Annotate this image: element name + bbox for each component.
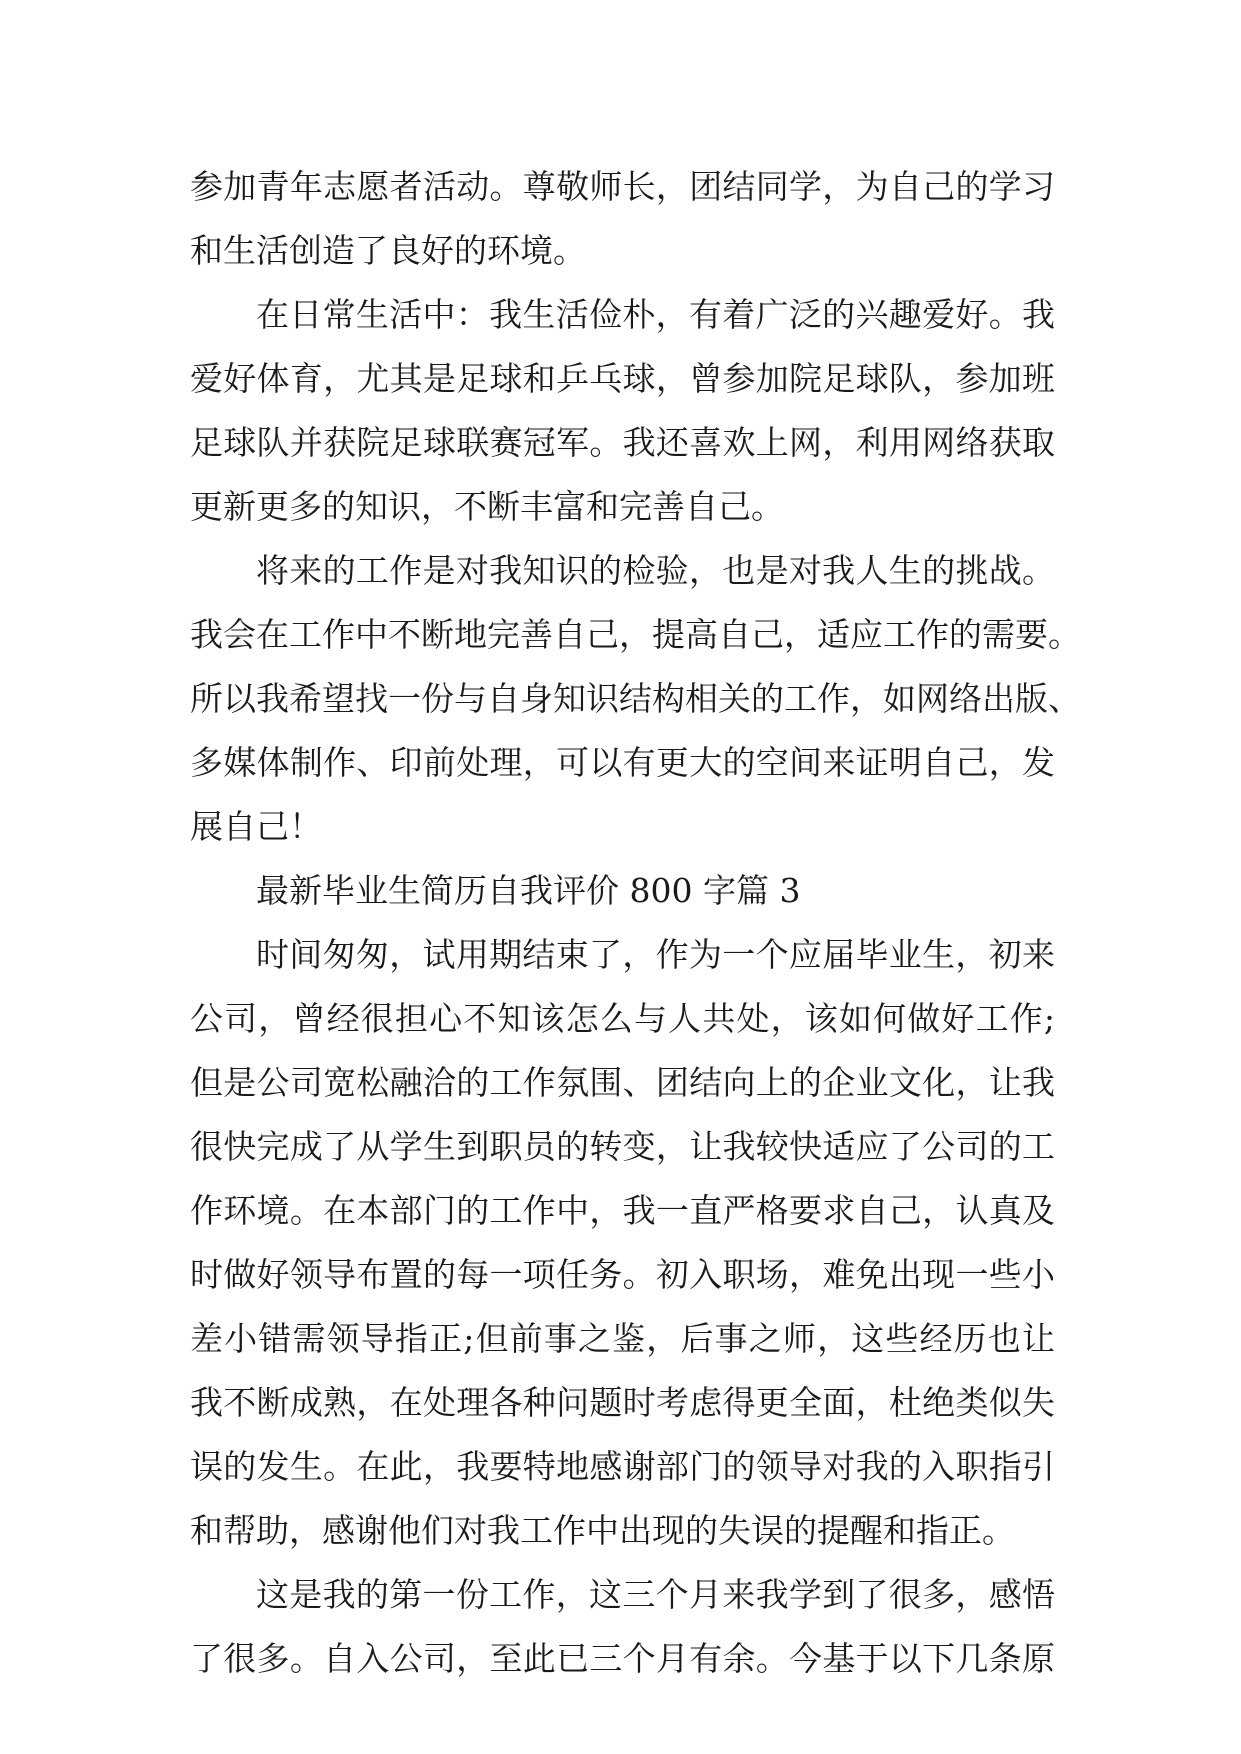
text-line: 作环境。在本部门的工作中，我一直严格要求自己，认真及 [190, 1191, 1055, 1230]
text-line: 时做好领导布置的每一项任务。初入职场，难免出现一些小 [190, 1255, 1055, 1294]
text-line: 更新更多的知识，不断丰富和完善自己。 [190, 487, 784, 526]
text-line: 足球队并获院足球联赛冠军。我还喜欢上网，利用网络获取 [190, 423, 1055, 462]
text-line: 很快完成了从学生到职员的转变，让我较快适应了公司的工 [190, 1127, 1055, 1166]
text-line: 了很多。自入公司，至此已三个月有余。今基于以下几条原 [190, 1639, 1055, 1678]
text-line: 但是公司宽松融洽的工作氛围、团结向上的企业文化，让我 [190, 1063, 1055, 1102]
text-line: 这是我的第一份工作，这三个月来我学到了很多，感悟 [256, 1575, 1055, 1614]
section-heading: 最新毕业生简历自我评价 800 字篇 3 [256, 871, 801, 910]
text-line: 时间匆匆，试用期结束了，作为一个应届毕业生，初来 [256, 935, 1055, 974]
document-body [190, 155, 1081, 1691]
text-line: 爱好体育，尤其是足球和乒乓球，曾参加院足球队，参加班 [190, 359, 1055, 398]
text-line: 和帮助，感谢他们对我工作中出现的失误的提醒和指正。 [190, 1511, 1015, 1550]
text-line: 和生活创造了良好的环境。 [190, 231, 586, 270]
text-line: 在日常生活中：我生活俭朴，有着广泛的兴趣爱好。我 [256, 295, 1055, 334]
text-line: 差小错需领导指正;但前事之鉴，后事之师，这些经历也让 [190, 1319, 1055, 1358]
text-line: 误的发生。在此，我要特地感谢部门的领导对我的入职指引 [190, 1447, 1055, 1486]
text-line: 我会在工作中不断地完善自己，提高自己，适应工作的需要。 [190, 615, 1081, 654]
text-line: 将来的工作是对我知识的检验，也是对我人生的挑战。 [256, 551, 1055, 590]
text-line: 参加青年志愿者活动。尊敬师长，团结同学，为自己的学习 [190, 167, 1055, 206]
text-line: 多媒体制作、印前处理，可以有更大的空间来证明自己，发 [190, 743, 1055, 782]
text-line: 所以我希望找一份与自身知识结构相关的工作，如网络出版、 [190, 679, 1081, 718]
text-line: 公司，曾经很担心不知该怎么与人共处，该如何做好工作; [190, 999, 1055, 1038]
text-line: 我不断成熟，在处理各种问题时考虑得更全面，杜绝类似失 [190, 1383, 1055, 1422]
text-line: 展自己！ [190, 807, 322, 846]
